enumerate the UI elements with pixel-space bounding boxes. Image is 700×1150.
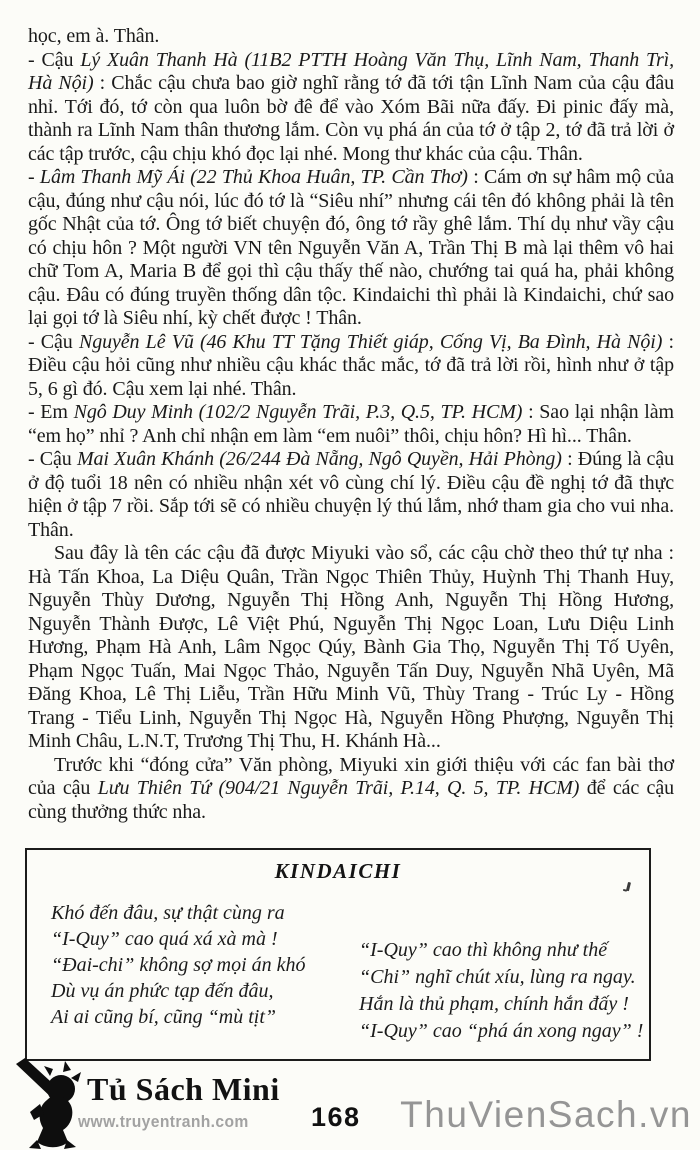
poem-line: “I-Quy” cao “phá án xong ngay” ! <box>359 1020 644 1042</box>
paragraph-text: - Cậu <box>28 48 81 71</box>
paragraph-text: - <box>28 166 40 188</box>
paragraph-text: : Đúng là cậu ở độ tuổi 18 nên có nhiều nhận xét vô cùng chí lý. Điều cậu đề nghị tớ đã thực hiện ở tập 7 rồi. Sắp tới sẽ có nhiều chuyện lý thú lắm, nhớ tham gia cho vui nha. Thân. <box>28 448 675 541</box>
paragraph-text: : Chắc cậu chưa bao giờ nghĩ rằng tớ đã tới tận Lĩnh Nam của cậu đâu nhỉ. Tới đó, tớ còn qua luôn bờ đê để vào Xóm Bãi nữa đấy. Đi pinic đấy mà, thành ra Lĩnh Nam thân thương lắm. Còn vụ phá án của tớ ở tập 2, tớ đã trả lời ở các tập trước, cậu chịu khó đọc lại nhé. Mong thư khác của cậu. Thân. <box>28 72 674 165</box>
sender-name-address: Mai Xuân Khánh (26/244 Đà Nẵng, Ngô Quyền, Hải Phòng) <box>76 448 562 470</box>
poem-line: Hắn là thủ phạm, chính hắn đấy ! <box>359 993 629 1015</box>
paragraph-text: Sau đây là tên các cậu đã được Miyuki vào sổ, các cậu chờ theo thứ tự nha : Hà Tấn Khoa, La Diệu Quân, Trần Ngọc Thiên Thủy, Huỳnh Thị Thanh Huy, Nguyễn Thùy Dương, Nguyễn Thị Hồng Anh, Nguyễn Thị Hồng Hương, Nguyễn Thành Được, Lê Việt Phú, Nguyễn Thị Ngọc Loan, Lưu Diệu Linh Hương, Phạm Hà Anh, Lâm Ngọc Qúy, Bành Gia Thọ, Nguyễn Thị Tố Uyên, Phạm Ngọc Tuấn, Mai Ngọc Thảo, Nguyễn Tấn Duy, Nguyễn Nhã Uyên, Mã Đăng Khoa, Lê Thị Liễu, Trần Hữu Minh Vũ, Thùy Trang - Trúc Ly - Hồng Trang - Tiểu Linh, Nguyễn Thị Ngọc Hà, Nguyễn Hồng Phượng, Nguyễn Thị Minh Châu, L.N.T, Trương Thị Thu, H. Khánh Hà... <box>28 542 674 752</box>
brand-title: Tủ Sách Mini <box>87 1071 280 1107</box>
paragraph <box>28 331 674 402</box>
poem-right <box>359 937 643 1045</box>
paragraph-text: : Điều cậu hỏi cũng như nhiều cậu khác thắc mắc, tớ đã trả lời rồi, hình như ở tập 5, 6 gì đó. Cậu xem lại nhé. Thân. <box>28 330 675 400</box>
poem-left <box>51 900 306 1030</box>
brand-url: www.truyentranh.com <box>78 1112 249 1131</box>
paragraph <box>28 401 674 448</box>
paragraph-text: để các cậu cùng thưởng thức nha. <box>28 777 674 823</box>
sender-name-address: Lý Xuân Thanh Hà (11B2 PTTH Hoàng Văn Thụ, Lĩnh Nam, Thanh Trì, Hà Nội) <box>28 48 674 94</box>
poem-line: Dù vụ án phức tạp đến đâu, <box>51 980 274 1002</box>
paragraph-text: - Em <box>28 401 74 423</box>
paragraph <box>28 754 674 825</box>
paragraph <box>28 448 674 542</box>
paragraph <box>28 542 674 754</box>
page-number: 168 <box>311 1102 361 1132</box>
sender-name-address: Nguyễn Lê Vũ (46 Khu TT Tặng Thiết giáp, Cống Vị, Ba Đình, Hà Nội) <box>78 330 663 353</box>
paragraph-text: Trước khi “đóng cửa” Văn phòng, Miyuki xin giới thiệu với các fan bài thơ của cậu <box>28 753 674 799</box>
poem-line: “I-Quy” cao thì không như thế <box>359 939 608 961</box>
poem-line: Khó đến đâu, sự thật cùng ra <box>51 902 285 924</box>
poem-line: Ai ai cũng bí, cũng “mù tịt” <box>51 1006 276 1028</box>
poem-line: “Đai-chi” không sợ mọi án khó <box>51 954 306 976</box>
watermark: ThuVienSach.vn <box>400 1094 692 1135</box>
paragraph-text: học, em à. Thân. <box>28 25 160 47</box>
sender-name-address: Lâm Thanh Mỹ Ái (22 Thủ Khoa Huân, TP. Cần Thơ) <box>39 166 468 188</box>
box-title: KINDAICHI <box>274 859 402 883</box>
poem-line: “I-Quy” cao quá xá xà mà ! <box>51 928 278 950</box>
paragraph-text: : Cám ơn sự hâm mộ của cậu, đúng như cậu nói, lúc đó tớ là “Siêu nhí” nhưng cái tên đó không phải là tên gốc Nhật của tớ. Ông tớ biết chuyện đó, ông tớ rầy ghê lắm. Thí dụ như vầy cậu có chịu hôn ? Một người VN tên Nguyễn Văn A, Trần Thị B mà lại thêm vô hai chữ Tom A, Maria B để gọi thì cậu thấy thế nào, chướng tai quá ha, phải không cậu. Đâu có đúng truyền thống dân tộc. Kindaichi thì phải là Kindaichi, chứ sao lại gọi tớ là Siêu nhí, kỳ chết được ! Thân. <box>28 166 674 329</box>
paragraph-text: - Cậu <box>28 330 79 353</box>
paragraph-text: - Cậu <box>28 448 77 470</box>
body-text <box>28 25 674 824</box>
paragraph <box>28 166 674 331</box>
paragraph <box>28 49 674 167</box>
poem-line: “Chi” nghĩ chút xíu, lùng ra ngay. <box>359 966 636 988</box>
sender-name-address: Ngô Duy Minh (102/2 Nguyễn Trãi, P.3, Q.5, TP. HCM) <box>73 401 523 423</box>
sender-name-address: Lưu Thiên Tứ (904/21 Nguyễn Trãi, P.14, Q. 5, TP. HCM) <box>97 777 580 799</box>
kindaichi-box <box>25 848 651 1061</box>
paragraph-text: : Sao lại nhận làm “em họ” nhỉ ? Anh chỉ nhận em làm “em nuôi” thôi, chịu hôn? Hì hì... Thân. <box>28 401 674 447</box>
paragraph <box>28 25 674 49</box>
